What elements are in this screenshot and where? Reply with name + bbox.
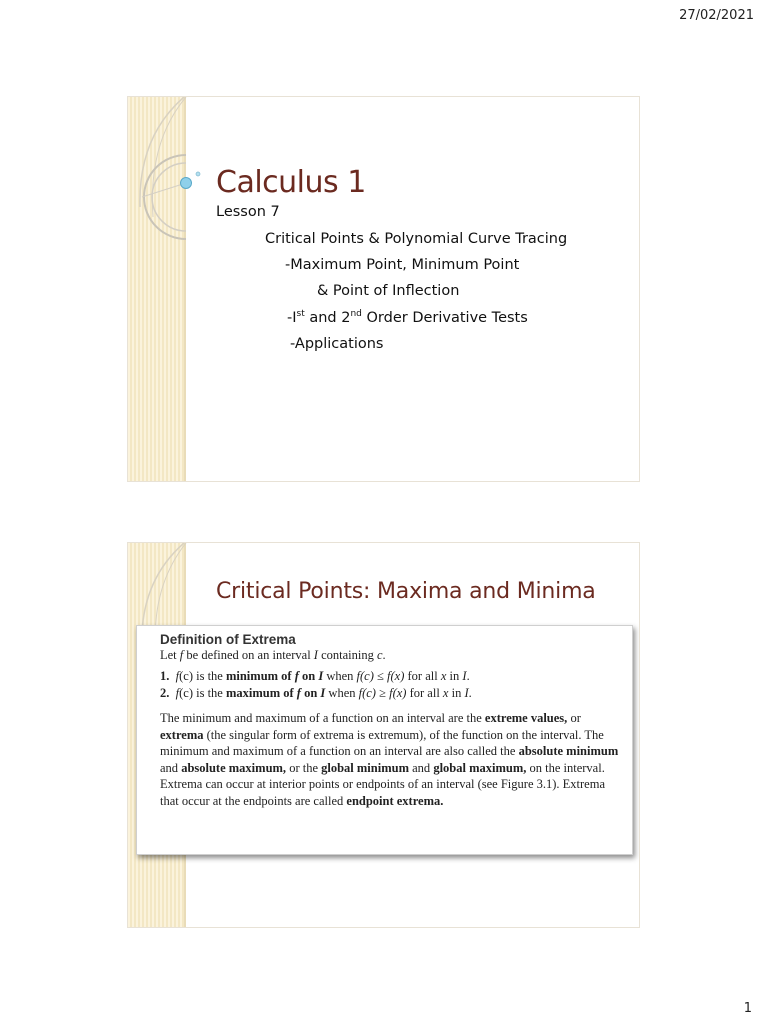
slide-title: Critical Points: Maxima and Minima — [216, 579, 596, 604]
page-number: 1 — [743, 1001, 752, 1016]
decorative-arcs-icon — [128, 97, 328, 482]
topic-line: -Ist and 2nd Order Derivative Tests — [287, 309, 528, 326]
definition-item-minimum: 1. f(c) is the minimum of f on I when f(c) ≤ f(x) for all x in I. — [160, 669, 470, 683]
definition-heading: Definition of Extrema — [160, 632, 296, 647]
slide-title: Calculus 1 — [216, 165, 366, 200]
slide-2 — [127, 542, 640, 928]
topic-line: & Point of Inflection — [317, 283, 460, 299]
page-date: 27/02/2021 — [679, 8, 754, 23]
definition-intro: Let f be defined on an interval I containing c. — [160, 648, 386, 662]
definition-paragraph: The minimum and maximum of a function on an interval are the extreme values, or extrema (the singular form of extrema is extremum), of the function on the interval. The minimum and maximum of a function on an interval are also called the absolute minimum and absolute maximum, or the global minimum and global maximum, on the interval. Extrema can occur at interior points or endpoints of an interval (see Figure 3.1). Extrema that occur at the endpoints are called endpoint extrema. — [160, 711, 619, 808]
topic-line: Critical Points & Polynomial Curve Tracing — [265, 231, 568, 247]
definition-item-maximum: 2. f(c) is the maximum of f on I when f(c) ≥ f(x) for all x in I. — [160, 686, 472, 700]
definition-box — [136, 625, 633, 855]
topic-line: -Maximum Point, Minimum Point — [285, 257, 520, 273]
slide-1 — [127, 96, 640, 482]
topic-line: -Applications — [290, 336, 384, 352]
lesson-label: Lesson 7 — [216, 204, 280, 220]
